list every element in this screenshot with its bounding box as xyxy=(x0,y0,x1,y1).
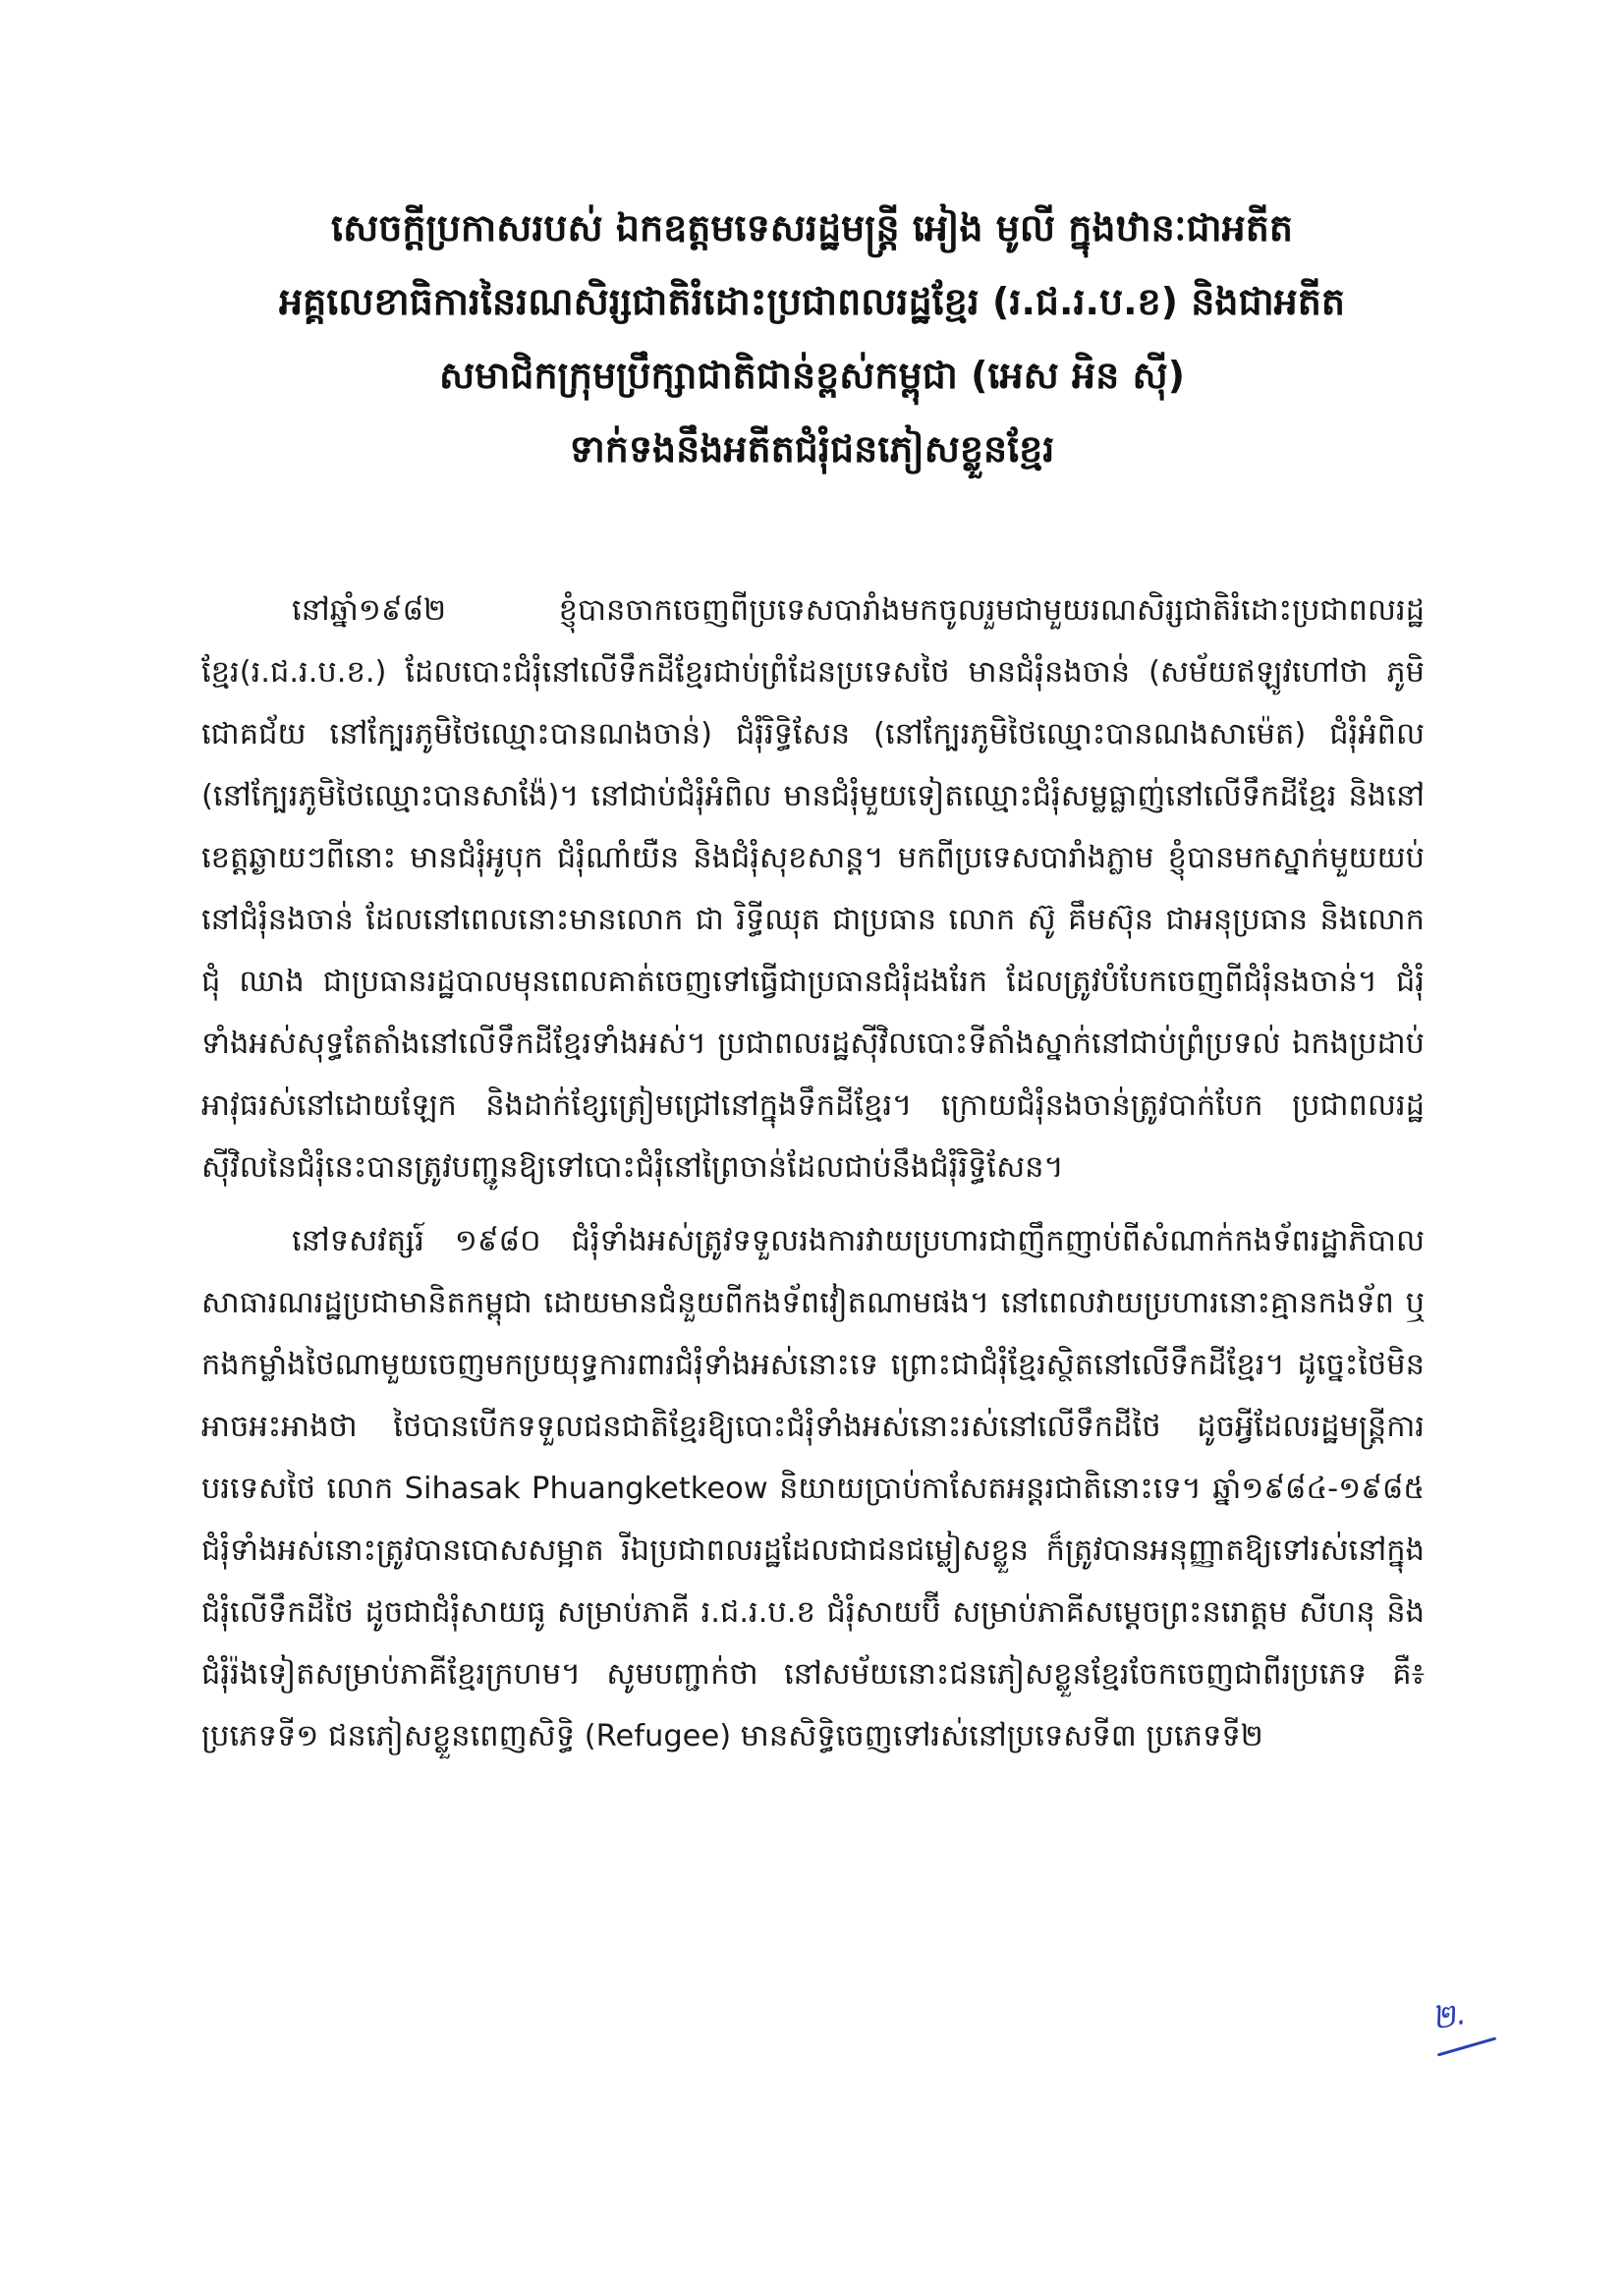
paragraph-2: នៅទសវត្សរ៍ ១៩៨០ ជំរុំទាំងអស់ត្រូវទទួលរងការវាយប្រហារជាញឹកញាប់ពីសំណាក់កងទ័ពរដ្ឋាភិបាលសាធារណរដ្ឋប្រជាមានិតកម្ពុជា ដោយមានជំនួយពីកងទ័ពវៀតណាមផង។ នៅពេលវាយប្រហារនោះគ្មានកងទ័ព ឬ កងកម្លាំងថៃណាមួយចេញមកប្រយុទ្ធការពារជំរុំទាំងអស់នោះទេ ព្រោះជាជំរុំខ្មែរស្ថិតនៅលើទឹកដីខ្មែរ។ ដូច្នេះថៃមិនអាចអះអាងថា ថៃបានបើកទទួលជនជាតិខ្មែរឱ្យបោះជំរុំទាំងអស់នោះរស់នៅលើទឹកដីថៃ ដូចអ្វីដែលរដ្ឋមន្ត្រីការបរទេសថៃ លោក Sihasak Phuangketkeow និយាយប្រាប់កាសែតអន្តរជាតិនោះទេ។ ឆ្នាំ១៩៨៤-១៩៨៥ ជំរុំទាំងអស់នោះត្រូវបានបោសសម្អាត រីឯប្រជាពលរដ្ឋដែលជាជនជម្លៀសខ្លួន ក៏ត្រូវបានអនុញ្ញាតឱ្យទៅរស់នៅក្នុងជំរុំលើទឹកដីថៃ ដូចជាជំរុំសាយធូ សម្រាប់ភាគី រ.ជ.រ.ប.ខ ជំរុំសាយប៊ី សម្រាប់ភាគីសម្តេចព្រះនរោត្តម សីហនុ និងជំរុំរ៉ងទៀតសម្រាប់ភាគីខ្មែរក្រហម។ សូមបញ្ជាក់ថា នៅសម័យនោះជនភៀសខ្លួនខ្មែរចែកចេញជាពីរប្រភេទ គឺ៖ ប្រភេទទី១ ជនភៀសខ្លួនពេញសិទ្ធិ (Refugee) មានសិទ្ធិចេញទៅរស់នៅប្រទេសទី៣ ប្រភេទទី២ xyxy=(201,1224,1425,1753)
title-line-3: សមាជិកក្រុមប្រឹក្សាជាតិជាន់ខ្ពស់កម្ពុជា (អេស អិន ស៊ី) xyxy=(438,354,1186,397)
document-title xyxy=(196,192,1428,486)
title-line-1: សេចក្តីប្រកាសរបស់ ឯកឧត្តមទេសរដ្ឋមន្ត្រី អៀង មូលី ក្នុងឋានៈជាអតីត xyxy=(331,206,1293,250)
handwritten-page-number: ២. xyxy=(1428,1993,1470,2038)
paragraph-1: នៅឆ្នាំ១៩៨២ ខ្ញុំបានចាកចេញពីប្រទេសបារាំងមកចូលរួមជាមួយរណសិរ្សជាតិរំដោះប្រជាពលរដ្ឋខ្មែរ(រ.ជ.រ.ប.ខ.) ដែលបោះជំរុំនៅលើទឹកដីខ្មែរជាប់ព្រំដែនប្រទេសថៃ មានជំរុំនងចាន់ (សម័យឥឡូវហៅថា ភូមិជោគជ័យ នៅក្បែរភូមិថៃឈ្មោះបានណងចាន់) ជំរុំរិទ្ធិសែន (នៅក្បែរភូមិថៃឈ្មោះបានណងសាម៉េត) ជំរុំអំពិល (នៅក្បែរភូមិថៃឈ្មោះបានសាង៉ែ)។ នៅជាប់ជំរុំអំពិល មានជំរុំមួយទៀតឈ្មោះជំរុំសម្លធ្លាញ់នៅលើទឹកដីខ្មែរ និងនៅខេត្តឆ្ងាយៗពីនោះ មានជំរុំអូបុក ជំរុំណាំយឺន និងជំរុំសុខសាន្ត។ មកពីប្រទេសបារាំងភ្លាម ខ្ញុំបានមកស្នាក់មួយយប់នៅជំរុំនងចាន់ ដែលនៅពេលនោះមានលោក ជា រិទ្ធីឈុត ជាប្រធាន លោក ស៊ូ គឹមស៊ុន ជាអនុប្រធាន និងលោក ជុំ ឈាង ជាប្រធានរដ្ឋបាលមុនពេលគាត់ចេញទៅធ្វើជាប្រធានជំរុំដងរែក ដែលត្រូវបំបែកចេញពីជំរុំនងចាន់។ ជំរុំទាំងអស់សុទ្ធតែតាំងនៅលើទឹកដីខ្មែរទាំងអស់។ ប្រជាពលរដ្ឋស៊ីវិលបោះទីតាំងស្នាក់នៅជាប់ព្រំប្រទល់ ឯកងប្រដាប់អាវុធរស់នៅដោយឡែក និងដាក់ខ្សែត្រៀមជ្រៅនៅក្នុងទឹកដីខ្មែរ។ ក្រោយជំរុំនងចាន់ត្រូវបាក់បែក ប្រជាពលរដ្ឋស៊ីវិលនៃជំរុំនេះបានត្រូវបញ្ជូនឱ្យទៅបោះជំរុំនៅព្រៃចាន់ដែលជាប់នឹងជំរុំរិទ្ធិសែន។ xyxy=(201,593,1425,1185)
title-line-4: ទាក់ទងនឹងអតីតជំរុំជនភៀសខ្លួនខ្មែរ xyxy=(569,427,1055,471)
document-body xyxy=(201,580,1425,1779)
title-line-2: អគ្គលេខាធិការនៃរណសិរ្សជាតិរំដោះប្រជាពលរដ្ឋខ្មែរ (រ.ជ.រ.ប.ខ) និងជាអតីត xyxy=(278,280,1346,323)
